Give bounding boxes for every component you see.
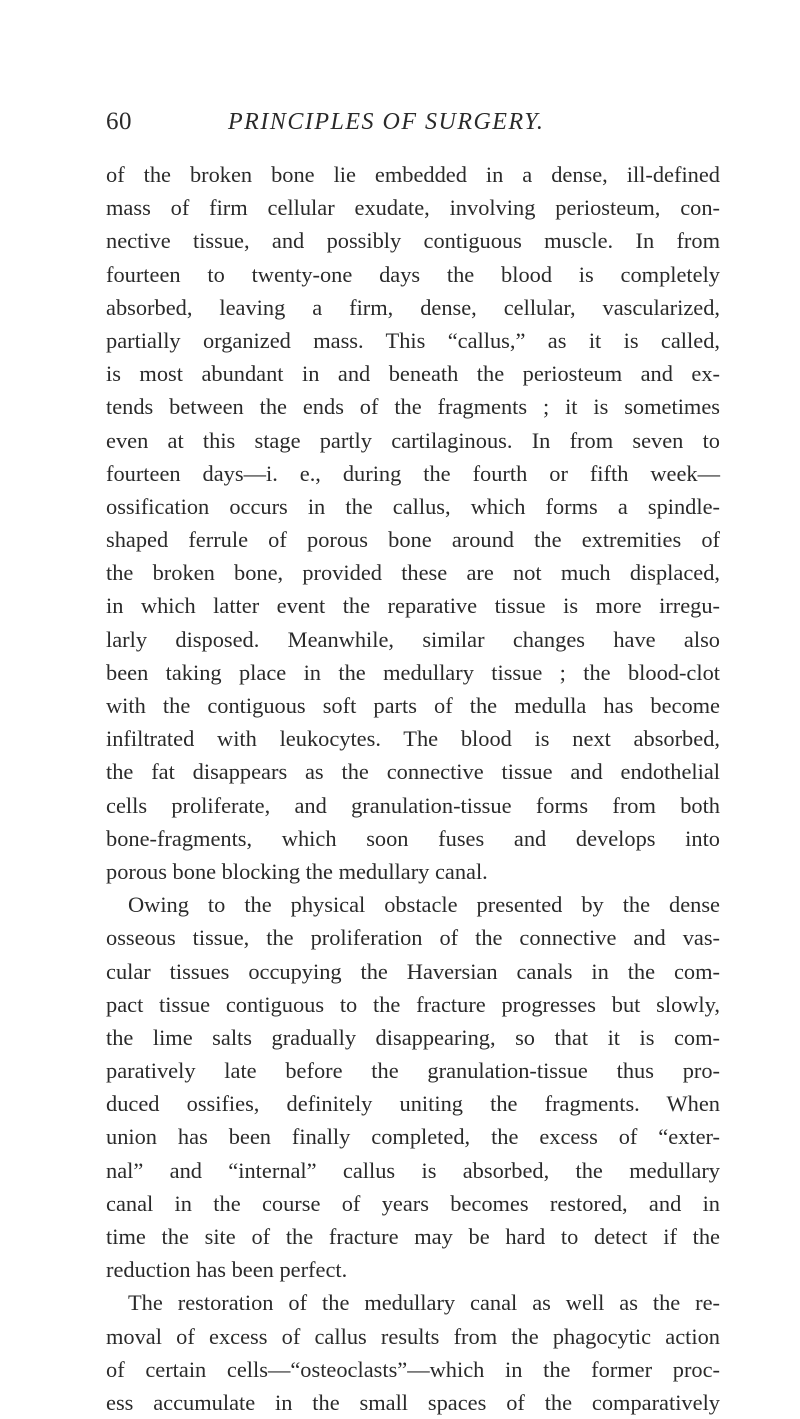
text-line: The restoration of the medullary canal as well as the re- <box>128 1290 720 1316</box>
text-line: ess accumulate in the small spaces of the comparatively <box>106 1389 720 1415</box>
page-number: 60 <box>106 108 132 135</box>
text-line: fourteen days—i. e., during the fourth or fifth week— <box>106 460 720 486</box>
text-line: ossification occurs in the callus, which forms a spindle- <box>106 493 720 519</box>
text-line: pact tissue contiguous to the fracture progresses but slowly, <box>106 991 720 1017</box>
text-line: of the broken bone lie embedded in a dense, ill-defined <box>106 162 720 187</box>
text-line: Owing to the physical obstacle presented by the dense <box>128 892 720 918</box>
body-text <box>106 158 720 1419</box>
text-line: canal in the course of years becomes restored, and in <box>106 1190 720 1216</box>
text-line: moval of excess of callus results from the phagocytic action <box>106 1323 720 1349</box>
text-line: time the site of the fracture may be hard to detect if the <box>106 1224 720 1249</box>
running-title: PRINCIPLES OF SURGERY. <box>228 109 545 135</box>
text-line: fourteen to twenty-one days the blood is completely <box>106 261 720 287</box>
text-line: even at this stage partly cartilaginous. In from seven to <box>106 427 720 453</box>
text-line: infiltrated with leukocytes. The blood is next absorbed, <box>106 726 720 752</box>
text-line: mass of firm cellular exudate, involving periosteum, con- <box>106 195 720 221</box>
text-line: nective tissue, and possibly contiguous muscle. In from <box>106 228 720 254</box>
text-line: of certain cells—“osteoclasts”—which in the former proc- <box>106 1356 720 1382</box>
running-head <box>106 106 716 138</box>
text-line: cular tissues occupying the Haversian canals in the com- <box>106 958 720 984</box>
text-line: the lime salts gradually disappearing, so that it is com- <box>106 1024 720 1050</box>
text-line: nal” and “internal” callus is absorbed, the medullary <box>106 1157 720 1183</box>
text-line: been taking place in the medullary tissue ; the blood-clot <box>106 659 720 685</box>
text-line: partially organized mass. This “callus,” as it is called, <box>106 327 720 353</box>
text-line: the fat disappears as the connective tissue and endothelial <box>106 759 720 785</box>
text-line: cells proliferate, and granulation-tissue forms from both <box>106 792 720 818</box>
text-line: duced ossifies, definitely uniting the fragments. When <box>106 1091 720 1117</box>
text-line: union has been finally completed, the excess of “exter- <box>106 1124 720 1150</box>
text-line: osseous tissue, the proliferation of the connective and vas- <box>106 925 720 951</box>
text-line: in which latter event the reparative tissue is more irregu- <box>106 593 720 619</box>
text-line: larly disposed. Meanwhile, similar changes have also <box>106 626 720 652</box>
text-line: absorbed, leaving a firm, dense, cellular, vascularized, <box>106 294 720 320</box>
text-line: paratively late before the granulation-tissue thus pro- <box>106 1058 720 1084</box>
text-line: the broken bone, provided these are not much displaced, <box>106 560 720 586</box>
text-line: tends between the ends of the fragments ; it is sometimes <box>106 394 720 420</box>
text-line: reduction has been perfect. <box>106 1257 348 1283</box>
text-line: bone-fragments, which soon fuses and develops into <box>106 825 720 851</box>
text-line: is most abundant in and beneath the periosteum and ex- <box>106 361 720 387</box>
text-line: shaped ferrule of porous bone around the extremities of <box>106 527 720 553</box>
text-line: porous bone blocking the medullary canal. <box>106 858 488 884</box>
text-line: with the contiguous soft parts of the medulla has become <box>106 693 720 718</box>
